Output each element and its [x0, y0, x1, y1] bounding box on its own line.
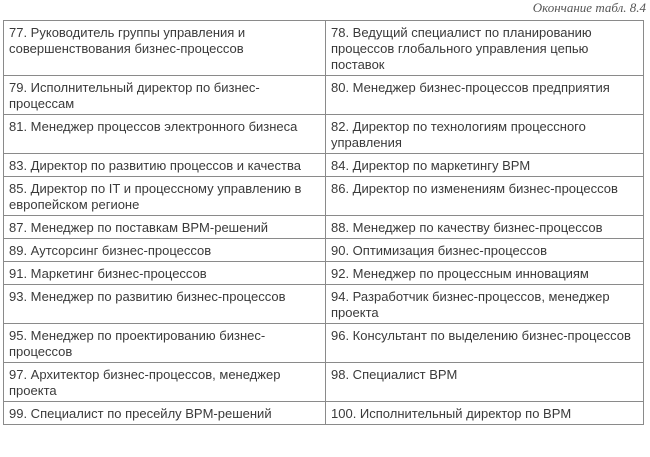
table-cell: 84. Директор по маркетингу BPM [326, 154, 644, 177]
table-cell: 89. Аутсорсинг бизнес-процессов [4, 239, 326, 262]
table-row [4, 402, 644, 425]
table-row [4, 154, 644, 177]
table-cell: 87. Менеджер по поставкам BPM-решений [4, 216, 326, 239]
table-cell: 77. Руководитель группы управления и совершенствования бизнес-процессов [4, 21, 326, 76]
table-cell: 96. Консультант по выделению бизнес-процессов [326, 324, 644, 363]
table-row [4, 216, 644, 239]
table-row [4, 239, 644, 262]
table-cell: 99. Специалист по пресейлу BPM-решений [4, 402, 326, 425]
table-cell: 92. Менеджер по процессным инновациям [326, 262, 644, 285]
table-cell: 93. Менеджер по развитию бизнес-процессов [4, 285, 326, 324]
table-cell: 82. Директор по технологиям процессного управления [326, 115, 644, 154]
roles-table [3, 20, 644, 425]
table-cell: 94. Разработчик бизнес-процессов, менеджер проекта [326, 285, 644, 324]
table-caption: Окончание табл. 8.4 [532, 0, 646, 15]
table-row [4, 324, 644, 363]
table-row [4, 285, 644, 324]
table-cell: 91. Маркетинг бизнес-процессов [4, 262, 326, 285]
table-row [4, 115, 644, 154]
table-row [4, 76, 644, 115]
table-cell: 85. Директор по IT и процессному управлению в европейском регионе [4, 177, 326, 216]
table-cell: 86. Директор по изменениям бизнес-процессов [326, 177, 644, 216]
table-cell: 83. Директор по развитию процессов и качества [4, 154, 326, 177]
table-cell: 98. Специалист BPM [326, 363, 644, 402]
table-cell: 80. Менеджер бизнес-процессов предприятия [326, 76, 644, 115]
table-row [4, 177, 644, 216]
table-cell: 88. Менеджер по качеству бизнес-процессов [326, 216, 644, 239]
table-cell: 90. Оптимизация бизнес-процессов [326, 239, 644, 262]
table-cell: 78. Ведущий специалист по планированию процессов глобального управления цепью поставок [326, 21, 644, 76]
table-cell: 95. Менеджер по проектированию бизнес-процессов [4, 324, 326, 363]
table-cell: 97. Архитектор бизнес-процессов, менеджер проекта [4, 363, 326, 402]
table-cell: 100. Исполнительный директор по BPM [326, 402, 644, 425]
table-row [4, 21, 644, 76]
table-cell: 79. Исполнительный директор по бизнес-процессам [4, 76, 326, 115]
table-row [4, 363, 644, 402]
table-cell: 81. Менеджер процессов электронного бизнеса [4, 115, 326, 154]
table-row [4, 262, 644, 285]
